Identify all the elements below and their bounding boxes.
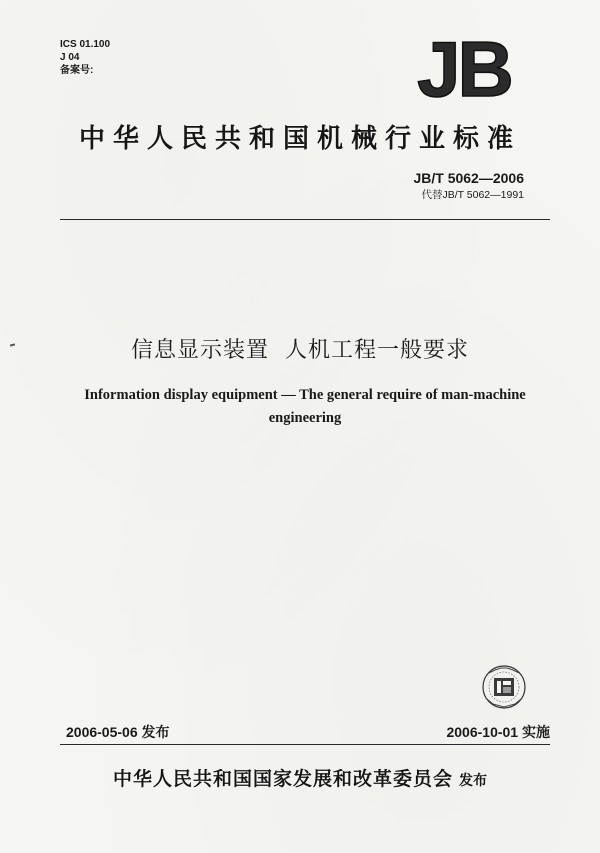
replaced-standard: 代替JB/T 5062—1991 [421, 189, 524, 201]
class-code: J 04 [60, 52, 80, 63]
publisher-emblem-icon [481, 664, 527, 710]
standard-number: JB/T 5062—2006 [413, 170, 524, 186]
issuer-line [0, 764, 600, 791]
ics-code: ICS 01.100 [60, 39, 111, 50]
standard-number-block [413, 168, 524, 202]
issuer-name: 中华人民共和国国家发展和改革委员会 [112, 768, 453, 790]
issue-date: 2006-05-06 发布 [66, 724, 170, 740]
issuer-action: 发布 [459, 773, 487, 789]
footer-divider [60, 744, 550, 745]
header-divider [60, 219, 550, 220]
document-title-zh: 信息显示装置 人机工程一般要求 [131, 338, 469, 363]
jb-logo-text: JB [417, 38, 511, 100]
classification-block [60, 38, 110, 77]
jb-logo [408, 38, 520, 100]
record-number-label: 备案号: [60, 65, 94, 76]
document-title-en: Information display equipment — The general require of man-machine engineering [84, 387, 526, 426]
implementation-date: 2006-10-01 实施 [446, 724, 550, 740]
standard-category-title: 中华人民共和国机械行业标准 [78, 124, 521, 154]
